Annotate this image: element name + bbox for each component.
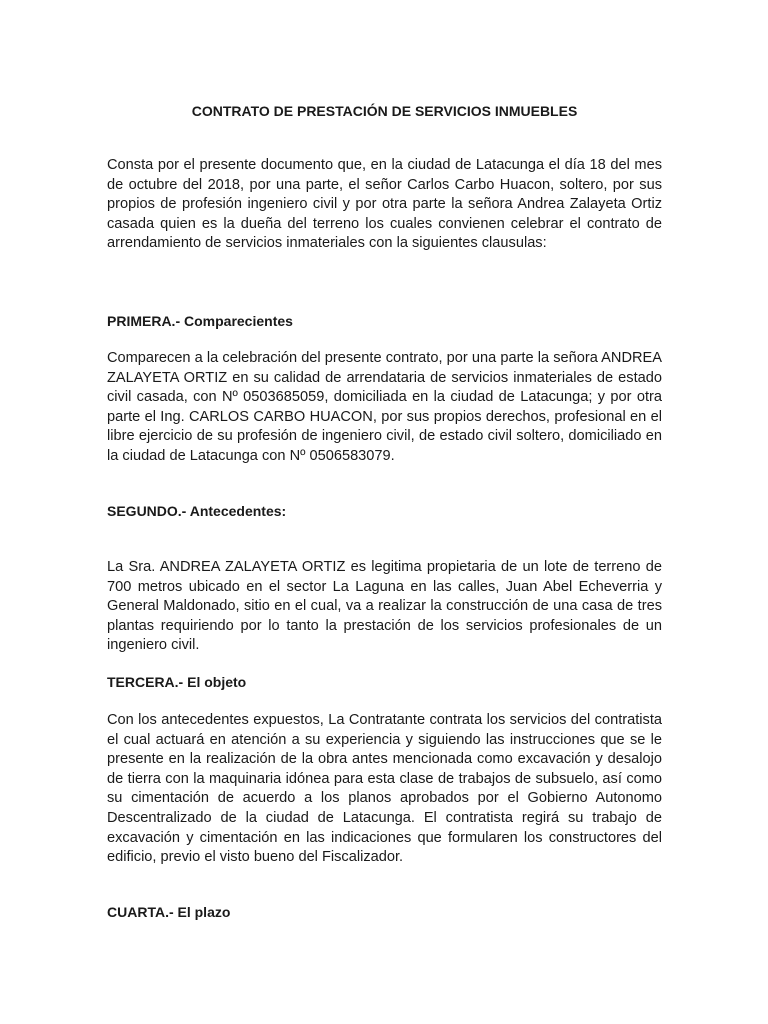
section-body-primera: Comparecen a la celebración del presente contrato, por una parte la señora ANDREA ZALAYETA ORTIZ en su calidad de arrendataria de servicios inmateriales de estado civil casada, con Nº 0503685059, domiciliada en la ciudad de Latacunga; y por otra parte el Ing. CARLOS CARBO HUACON, por sus propios derechos, profesional en el libre ejercicio de su profesión de ingeniero civil, de estado civil soltero, domiciliado en la ciudad de Latacunga con Nº 0506583079. [107, 350, 662, 464]
intro-paragraph: Consta por el presente documento que, en la ciudad de Latacunga el día 18 del mes de octubre del 2018, por una parte, el señor Carlos Carbo Huacon, soltero, por sus propios de profesión ingeniero civil y por otra parte la señora Andrea Zalayeta Ortiz casada quien es la dueña del terreno los cuales convienen celebrar el contrato de arrendamiento de servicios inmateriales con la siguientes clausulas: [107, 157, 662, 252]
document-title: CONTRATO DE PRESTACIÓN DE SERVICIOS INMUEBLES [191, 103, 578, 119]
section-body-tercera: Con los antecedentes expuestos, La Contratante contrata los servicios del contratista el cual actuará en atención a su experiencia y siguiendo las instrucciones que se le presente en la realización de la obra antes mencionada como excavación y desalojo de tierra con la maquinaria idónea para esta clase de trabajos de subsuelo, así como su cimentación de acuerdo a los planos aprobados por el Gobierno Autonomo Descentralizado de la ciudad de Latacunga. El contratista regirá su trabajo de excavación y cimentación en las indicaciones que formularen los constructores del edificio, previo el visto bueno del Fiscalizador. [107, 712, 662, 866]
section-heading-cuarta: CUARTA.- El plazo [107, 904, 231, 920]
section-body-segundo: La Sra. ANDREA ZALAYETA ORTIZ es legitima propietaria de un lote de terreno de 700 metros ubicado en el sector La Laguna en las calles, Juan Abel Echeverria y General Maldonado, sitio en el cual, va a realizar la construcción de una casa de tres plantas requiriendo por lo tanto la prestación de los servicios profesionales de un ingeniero civil. [107, 559, 662, 654]
section-heading-primera: PRIMERA.- Comparecientes [107, 313, 293, 329]
section-heading-tercera: TERCERA.- El objeto [107, 674, 247, 690]
section-heading-segundo: SEGUNDO.- Antecedentes: [107, 503, 287, 519]
